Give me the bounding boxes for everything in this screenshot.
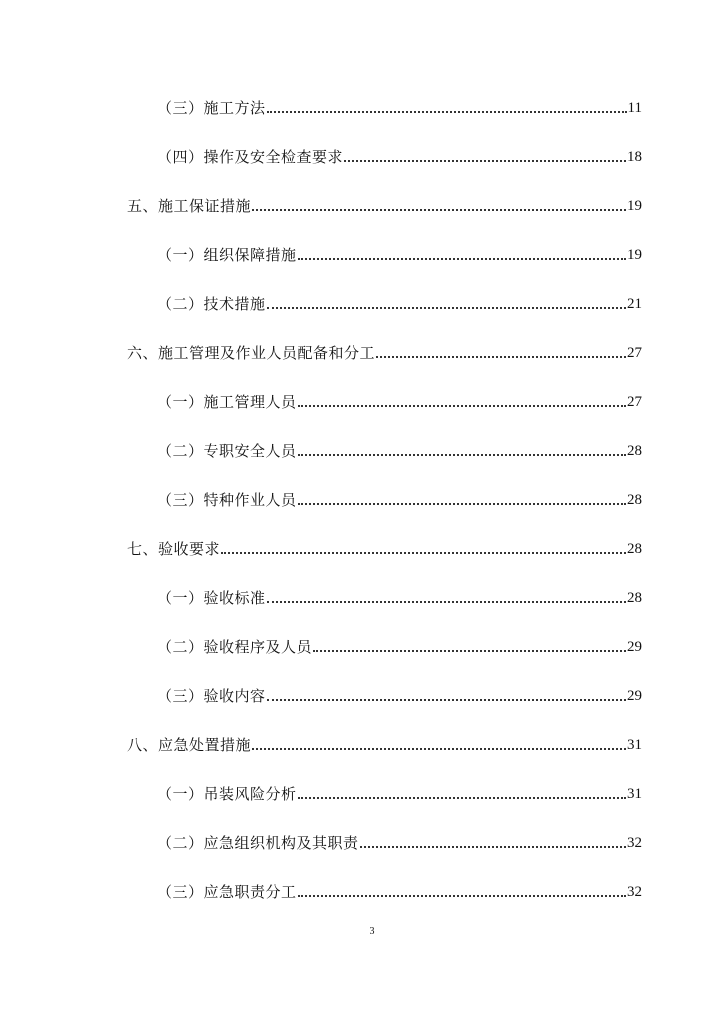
- toc-entry[interactable]: [157, 94, 642, 118]
- toc-entry-page: 29: [627, 688, 642, 704]
- dot-leader: [298, 895, 626, 897]
- dot-leader: [298, 454, 626, 456]
- toc-entry-page: 28: [627, 492, 642, 508]
- toc-entry[interactable]: [157, 486, 642, 510]
- toc-entry-page: 18: [627, 149, 642, 165]
- toc-entry-page: 31: [627, 786, 642, 802]
- toc-entry[interactable]: [157, 290, 642, 314]
- dot-leader: [267, 111, 627, 113]
- toc-entry-page: 11: [627, 100, 642, 116]
- toc-entry[interactable]: [127, 731, 642, 755]
- toc-entry[interactable]: [157, 388, 642, 412]
- dot-leader: [298, 258, 626, 260]
- toc-entry[interactable]: [157, 143, 642, 167]
- dot-leader: [221, 552, 626, 554]
- toc-entry-title: （一）验收标准: [157, 589, 266, 607]
- toc-entry-page: 27: [627, 394, 642, 410]
- dot-leader: [267, 307, 626, 309]
- toc-entry-page: 32: [627, 835, 642, 851]
- toc-entry-title: （一）施工管理人员: [157, 393, 297, 411]
- toc-entry-page: 28: [627, 443, 642, 459]
- toc-entry[interactable]: [157, 878, 642, 902]
- toc-entry-title: （二）验收程序及人员: [157, 638, 313, 656]
- toc-entry[interactable]: [157, 584, 642, 608]
- dot-leader: [252, 209, 626, 211]
- toc-entry-page: 19: [627, 198, 642, 214]
- toc-entry[interactable]: [157, 682, 642, 706]
- toc-entry-title: （四）操作及安全检查要求: [157, 148, 344, 166]
- toc-entry-title: （三）应急职责分工: [157, 883, 297, 901]
- dot-leader: [360, 846, 626, 848]
- toc-entry-title: （三）特种作业人员: [157, 491, 297, 509]
- toc-entry[interactable]: [157, 633, 642, 657]
- dot-leader: [267, 601, 626, 603]
- toc-entry-title: 七、验收要求: [127, 540, 221, 558]
- toc-entry-page: 29: [627, 639, 642, 655]
- toc-entry[interactable]: [127, 192, 642, 216]
- toc-entry[interactable]: [157, 829, 642, 853]
- toc-entry[interactable]: [157, 437, 642, 461]
- toc-entry-title: 六、施工管理及作业人员配备和分工: [127, 344, 376, 362]
- toc-entry-page: 27: [627, 345, 642, 361]
- dot-leader: [298, 797, 626, 799]
- dot-leader: [267, 699, 626, 701]
- toc-entry[interactable]: [157, 780, 642, 804]
- toc-entry[interactable]: [127, 339, 642, 363]
- toc-entry-title: （二）应急组织机构及其职责: [157, 834, 359, 852]
- toc-entry-page: 31: [627, 737, 642, 753]
- toc-entry-page: 28: [627, 590, 642, 606]
- dot-leader: [313, 650, 626, 652]
- toc-entry-page: 21: [627, 296, 642, 312]
- toc-entry-title: （一）组织保障措施: [157, 246, 297, 264]
- toc-entry[interactable]: [157, 241, 642, 265]
- toc-entry-page: 28: [627, 541, 642, 557]
- toc-entry-page: 19: [627, 247, 642, 263]
- toc-entry-page: 32: [627, 884, 642, 900]
- dot-leader: [298, 405, 626, 407]
- dot-leader: [252, 748, 626, 750]
- dot-leader: [376, 356, 626, 358]
- toc-entry-title: （二）技术措施: [157, 295, 266, 313]
- page-number: 3: [369, 926, 375, 937]
- toc-entry-title: 八、应急处置措施: [127, 736, 252, 754]
- toc-entry-title: （三）验收内容: [157, 687, 266, 705]
- toc-entry-title: （二）专职安全人员: [157, 442, 297, 460]
- dot-leader: [344, 160, 626, 162]
- dot-leader: [298, 503, 626, 505]
- toc-entry-title: 五、施工保证措施: [127, 197, 252, 215]
- toc-entry-title: （一）吊装风险分析: [157, 785, 297, 803]
- toc-entry-title: （三）施工方法: [157, 99, 266, 117]
- toc-entry[interactable]: [127, 535, 642, 559]
